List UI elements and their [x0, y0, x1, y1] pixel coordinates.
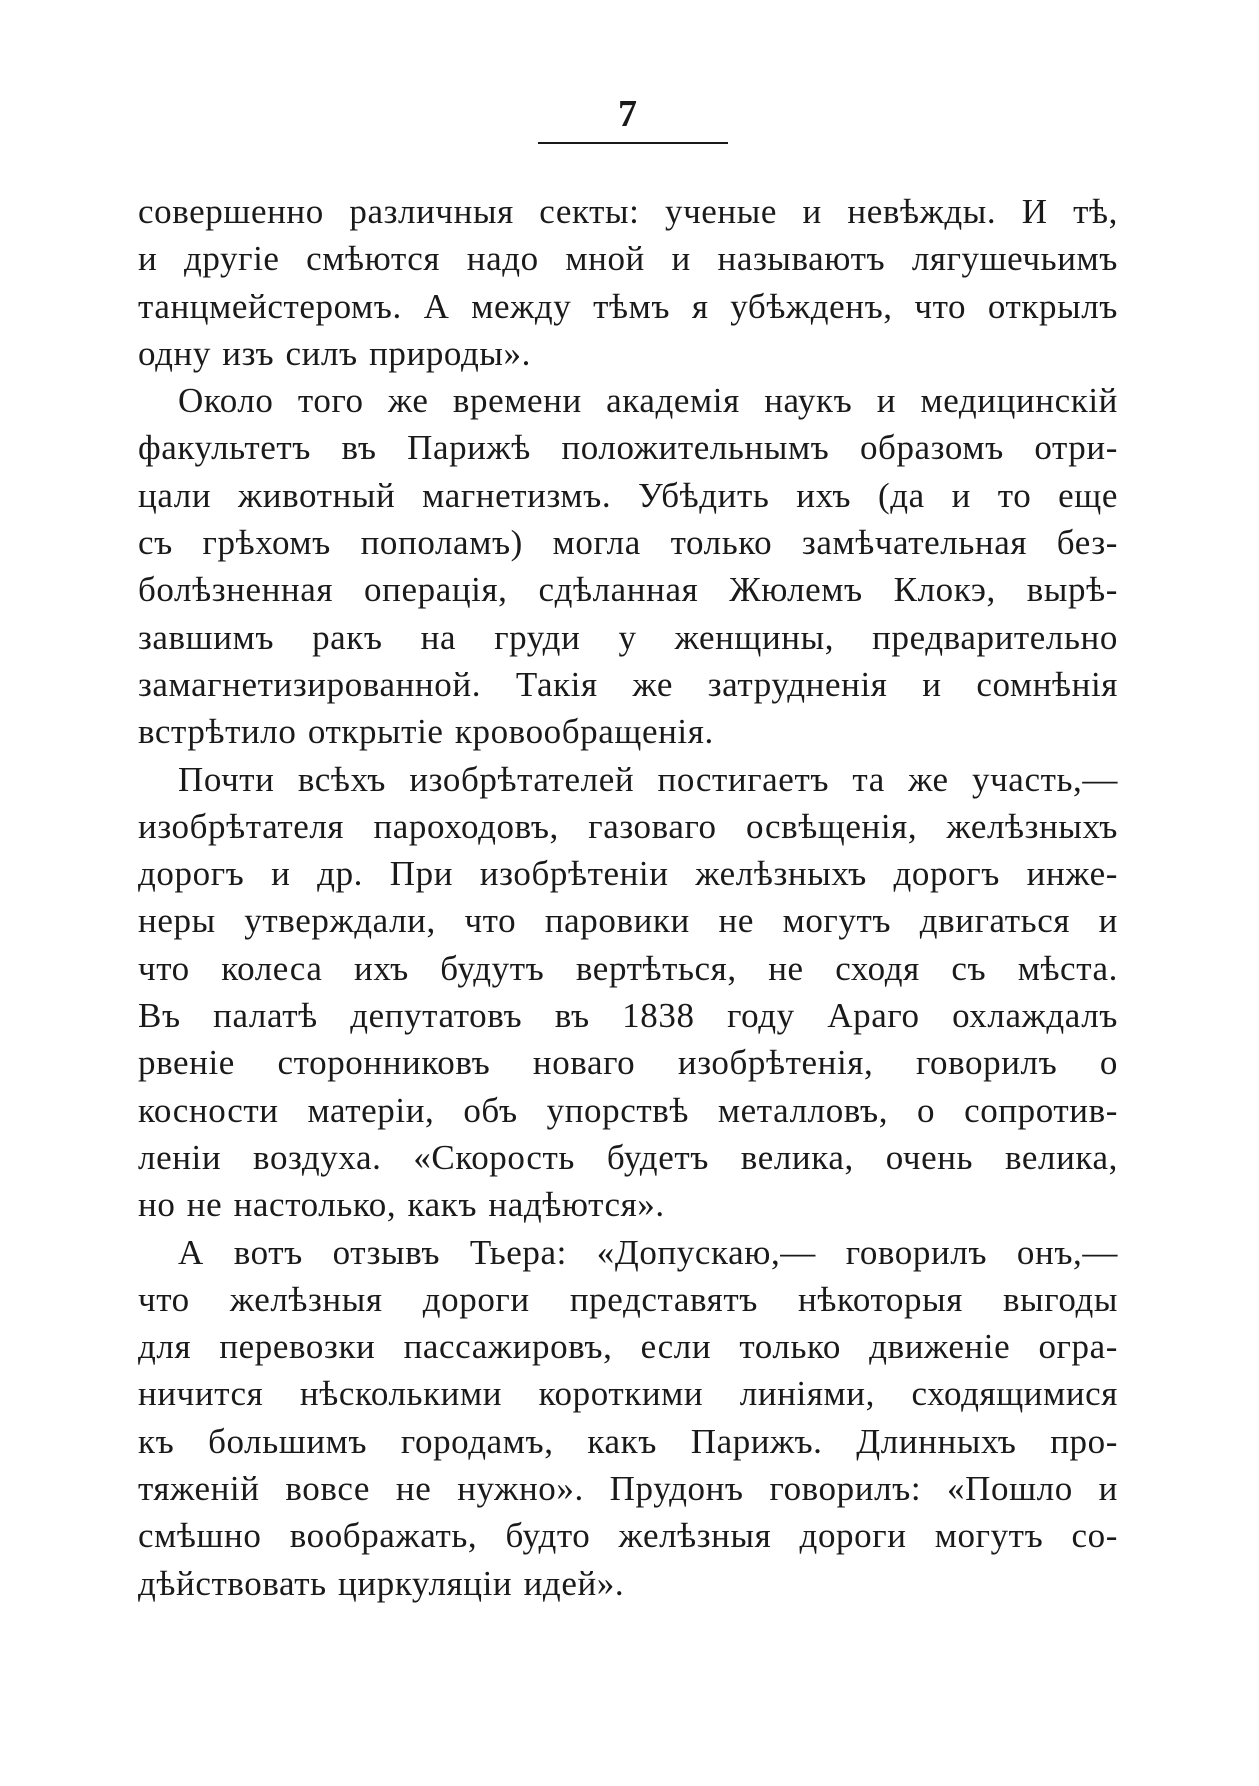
text-line: факультетъ въ Парижѣ положительнымъ образомъ отри-	[138, 428, 1118, 468]
text-line: встрѣтило открытіе кровообращенія.	[138, 712, 714, 752]
text-line: цали животный магнетизмъ. Убѣдить ихъ (да и то еще	[138, 475, 1118, 515]
text-line: что желѣзныя дороги представятъ нѣкоторыя выгоды	[138, 1279, 1118, 1319]
text-line: что колеса ихъ будутъ вертѣться, не сходя съ мѣста.	[138, 948, 1118, 988]
book-page	[138, 0, 1118, 1786]
paragraph	[138, 188, 1118, 377]
page-number: 7	[618, 93, 638, 135]
text-line: совершенно различныя секты: ученые и невѣжды. И тѣ,	[138, 192, 1118, 231]
text-line: Въ палатѣ депутатовъ въ 1838 году Араго охлаждалъ	[138, 996, 1118, 1036]
text-line: замагнетизированной. Такія же затрудненія и сомнѣнія	[138, 664, 1118, 704]
text-line: Около того же времени академія наукъ и медицинскій	[178, 381, 1118, 421]
text-line: съ грѣхомъ пополамъ) могла только замѣчательная без-	[138, 523, 1118, 563]
header-rule	[538, 142, 728, 144]
text-line: рвеніе сторонниковъ новаго изобрѣтенія, говорилъ о	[138, 1043, 1118, 1083]
text-line: танцмейстеромъ. А между тѣмъ я убѣжденъ, что открылъ	[138, 286, 1118, 326]
text-line: косности матеріи, объ упорствѣ металловъ, о сопротив-	[138, 1090, 1118, 1130]
text-line: дорогъ и др. При изобрѣтеніи желѣзныхъ дорогъ инже-	[138, 854, 1118, 894]
text-line: смѣшно воображать, будто желѣзныя дороги могутъ со-	[138, 1516, 1118, 1556]
text-line: А вотъ отзывъ Тьера: «Допускаю,— говорилъ онъ,—	[178, 1232, 1118, 1272]
text-line: но не настолько, какъ надѣются».	[138, 1185, 665, 1225]
text-line: болѣзненная операція, сдѣланная Жюлемъ Клокэ, вырѣ-	[138, 570, 1118, 610]
text-line: одну изъ силъ природы».	[138, 333, 531, 373]
text-line: неры утверждали, что паровики не могутъ двигаться и	[138, 901, 1118, 941]
paragraph	[138, 756, 1118, 1229]
text-line: завшимъ ракъ на груди у женщины, предварительно	[138, 617, 1118, 657]
text-line: и другіе смѣются надо мной и называютъ лягушечьимъ	[138, 239, 1118, 279]
text-line: ничится нѣсколькими короткими линіями, сходящимися	[138, 1374, 1118, 1414]
text-line: дѣйствовать циркуляціи идей».	[138, 1563, 625, 1603]
text-line: Почти всѣхъ изобрѣтателей постигаетъ та же участь,—	[178, 759, 1118, 799]
text-line: для перевозки пассажировъ, если только движеніе огра-	[138, 1327, 1118, 1367]
paragraph	[138, 377, 1118, 755]
text-line: леніи воздуха. «Скорость будетъ велика, очень велика,	[138, 1137, 1118, 1177]
text-body	[138, 188, 1118, 1607]
text-line: изобрѣтателя пароходовъ, газоваго освѣщенія, желѣзныхъ	[138, 806, 1118, 846]
text-line: къ большимъ городамъ, какъ Парижъ. Длинныхъ про-	[138, 1421, 1118, 1461]
text-line: тяженій вовсе не нужно». Прудонъ говорилъ: «Пошло и	[138, 1469, 1118, 1509]
paragraph	[138, 1229, 1118, 1607]
